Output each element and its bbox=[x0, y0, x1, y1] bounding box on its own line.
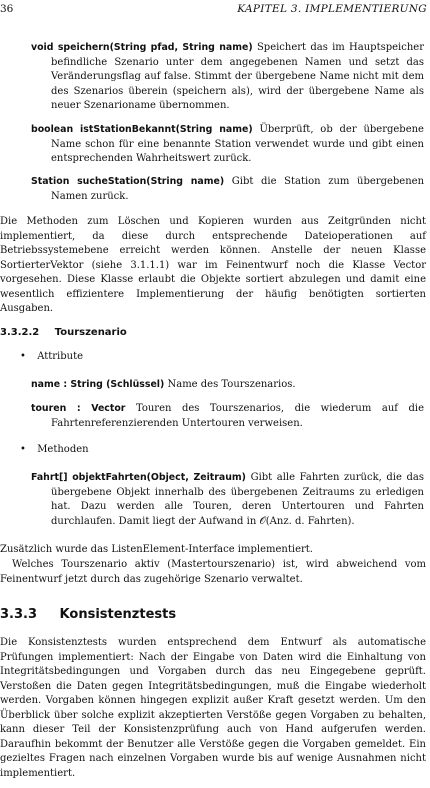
chapter-title: KAPITEL 3. IMPLEMENTIERUNG bbox=[237, 3, 427, 15]
attribute-description: Name des Tourszenarios. bbox=[167, 379, 296, 390]
page-number: 36 bbox=[0, 3, 14, 15]
section-number: 3.3.2.2 bbox=[0, 327, 40, 338]
bullet-icon: • bbox=[20, 351, 26, 362]
method-description: Überprüft, ob der übergebene Name schon für eine benannte Station verwendet wurde und gibt einen entsprechenden Wahrheitswert zurück. bbox=[51, 124, 424, 164]
method-entry-objekt-fahrten bbox=[31, 471, 424, 529]
attribute-signature: touren : Vector bbox=[31, 403, 126, 414]
section-number: 3.3.3 bbox=[0, 607, 38, 622]
section-heading-konsistenztests bbox=[0, 607, 176, 622]
method-entry-suche-station bbox=[31, 175, 424, 204]
paragraph-listelement: Zusätzlich wurde das ListenElement-Interface implementiert. bbox=[0, 544, 313, 555]
method-description: Gibt die Station zum übergebenen Namen zurück. bbox=[51, 176, 425, 202]
page-header bbox=[0, 3, 430, 17]
attribute-description: Touren des Tourszenarios, die wiederum auf die Fahrtenreferenzierenden Untertouren verweisen. bbox=[51, 403, 425, 429]
section-heading-tourszenario bbox=[0, 327, 127, 338]
method-signature: Fahrt[] objektFahrten(Object, Zeitraum) bbox=[31, 472, 246, 483]
paragraph-welches: Welches Tourszenario aktiv (Mastertourszenario) ist, wird abweichend vom Feinentwurf jetzt durch das zugehörige Szenario verwaltet. bbox=[0, 559, 426, 585]
attribute-entry-name bbox=[31, 378, 424, 393]
paragraph-konsistenz: Die Konsistenztests wurden entsprechend dem Entwurf als automatische Prüfungen implementiert: Nach der Eingabe von Daten wird die Einhaltung von Integritätsbedingungen und Vorgaben durch das neu Eingegebene geprüft. Verstoßen die Daten gegen Integritätsbedingungen, muß die Eingabe wiederholt werden. Vorgaben können hingegen explizit außer Kraft gesetzt werden. Um den Überblick über solche explizit akzeptierten Verstöße gegen Vorgaben zu behalten, kann dieser Teil der Konsistenzprüfung auch von Hand aufgerufen werden. Daraufhin bekommt der Benutzer alle Verstöße gegen die Vorgaben gemeldet. Ein gezieltes Fragen nach einzelnen Vorgaben wurde bis auf wenige Ausnahmen nicht implementiert. bbox=[0, 637, 426, 779]
attribute-entry-touren bbox=[31, 402, 424, 431]
method-signature: boolean istStationBekannt(String name) bbox=[31, 124, 253, 135]
method-signature: void speichern(String pfad, String name) bbox=[31, 42, 253, 53]
section-title: Tourszenario bbox=[54, 327, 127, 338]
bullet-methoden bbox=[20, 443, 89, 457]
bullet-label: Attribute bbox=[37, 351, 84, 362]
method-entry-ist-station-bekannt bbox=[31, 123, 424, 167]
bullet-label: Methoden bbox=[37, 444, 89, 455]
bullet-attribute bbox=[20, 350, 83, 364]
section-title: Konsistenztests bbox=[59, 607, 177, 622]
method-description: Speichert das im Hauptspeicher befindliche Szenario unter dem angegebenen Namen und setzt das Veränderungsflag auf false. Stimmt der übergebene Name nicht mit dem des Szenarios überein (speichern als), wird der übergebene Name als neuer Szenarioname übernommen. bbox=[51, 42, 424, 111]
attribute-signature: name : String (Schlüssel) bbox=[31, 379, 165, 390]
method-entry-speichern bbox=[31, 41, 424, 114]
paragraph-delete-copy: Die Methoden zum Löschen und Kopieren wurden aus Zeitgründen nicht implementiert, da diese durch entsprechende Dateioperationen auf Betriebssystemebene erreicht werden können. Anstelle der neuen Klasse SortierterVektor (siehe 3.1.1.1) war im Feinentwurf noch die Klasse Vector vorgesehen. Diese Klasse erlaubt die Objekte sortiert abzulegen und damit eine wesentlich effizientere Implementierung der häufig benötigten sortierten Ausgaben. bbox=[0, 216, 426, 314]
method-signature: Station sucheStation(String name) bbox=[31, 176, 225, 187]
bullet-icon: • bbox=[20, 444, 26, 455]
method-description: Gibt alle Fahrten zurück, die das übergebene Objekt innerhalb des übergebenen Zeitraums zu erledigen hat. Dazu werden alle Touren, deren Untertouren und Fahrten durchlaufen. Damit liegt der Aufwand in 𝒪(Anz. d. Fahrten). bbox=[51, 472, 424, 527]
